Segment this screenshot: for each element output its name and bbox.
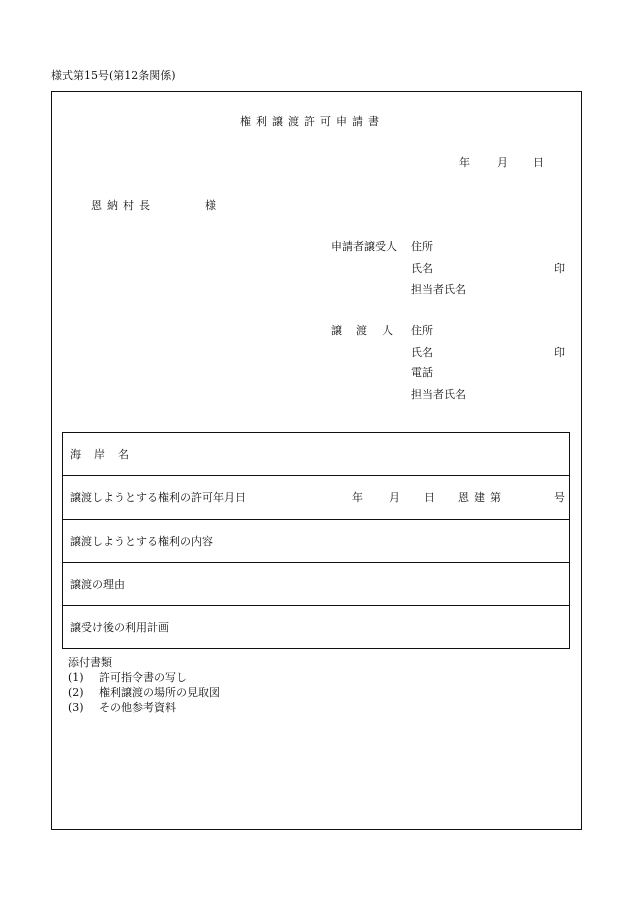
applicant-name-label: 氏名 — [411, 262, 433, 275]
table-row-usage-plan — [63, 606, 569, 648]
assignor-seal-mark: 印 — [554, 346, 565, 359]
permit-date-label: 譲渡しようとする権利の許可年月日 — [70, 491, 246, 504]
applicant-seal-mark: 印 — [554, 262, 565, 275]
attachment-number-3: (3) — [68, 701, 84, 714]
attachment-number-2: (2) — [68, 686, 84, 699]
permit-month-label: 月 — [389, 491, 400, 504]
coast-name-char-2: 岸 — [94, 448, 105, 461]
permit-day-label: 日 — [424, 491, 435, 504]
assignor-contact-label: 担当者氏名 — [411, 388, 466, 401]
assignor-address-label: 住所 — [411, 324, 433, 337]
permit-number-suffix: 号 — [554, 491, 565, 504]
date-day-label: 日 — [533, 156, 544, 169]
attachment-number-1: (1) — [68, 671, 84, 684]
assignor-phone-label: 電話 — [411, 366, 433, 379]
details-table — [62, 432, 570, 649]
assignor-name-label: 氏名 — [411, 346, 433, 359]
addressee-honorific: 様 — [205, 199, 216, 212]
permit-year-label: 年 — [352, 491, 363, 504]
applicant-address-label: 住所 — [411, 240, 433, 253]
rights-content-label: 譲渡しようとする権利の内容 — [70, 535, 213, 548]
assignor-role-char-3: 人 — [382, 324, 393, 337]
transfer-reason-label: 譲渡の理由 — [70, 578, 125, 591]
applicant-contact-label: 担当者氏名 — [411, 283, 466, 296]
attachments-heading: 添付書類 — [68, 656, 112, 669]
table-row-rights-content — [63, 520, 569, 563]
applicant-role-label: 申請者譲受人 — [331, 240, 397, 253]
assignor-role-char-2: 渡 — [356, 324, 367, 337]
addressee-name: 恩納村長 — [91, 199, 155, 212]
coast-name-char-1: 海 — [70, 448, 81, 461]
date-month-label: 月 — [497, 156, 508, 169]
permit-number-prefix: 恩建第 — [458, 491, 506, 504]
usage-plan-label: 譲受け後の利用計画 — [70, 621, 169, 634]
attachment-text-3: その他参考資料 — [99, 701, 176, 714]
attachment-text-1: 許可指令書の写し — [99, 671, 187, 684]
form-title: 権利譲渡許可申請書 — [240, 115, 384, 128]
table-row-reason — [63, 563, 569, 606]
table-row-coast-name — [63, 433, 569, 476]
attachment-text-2: 権利譲渡の場所の見取図 — [99, 686, 220, 699]
coast-name-char-3: 名 — [118, 448, 129, 461]
date-year-label: 年 — [459, 156, 470, 169]
assignor-role-char-1: 譲 — [331, 324, 342, 337]
form-number: 様式第15号(第12条関係) — [51, 69, 176, 82]
table-row-permit-date — [63, 476, 569, 520]
